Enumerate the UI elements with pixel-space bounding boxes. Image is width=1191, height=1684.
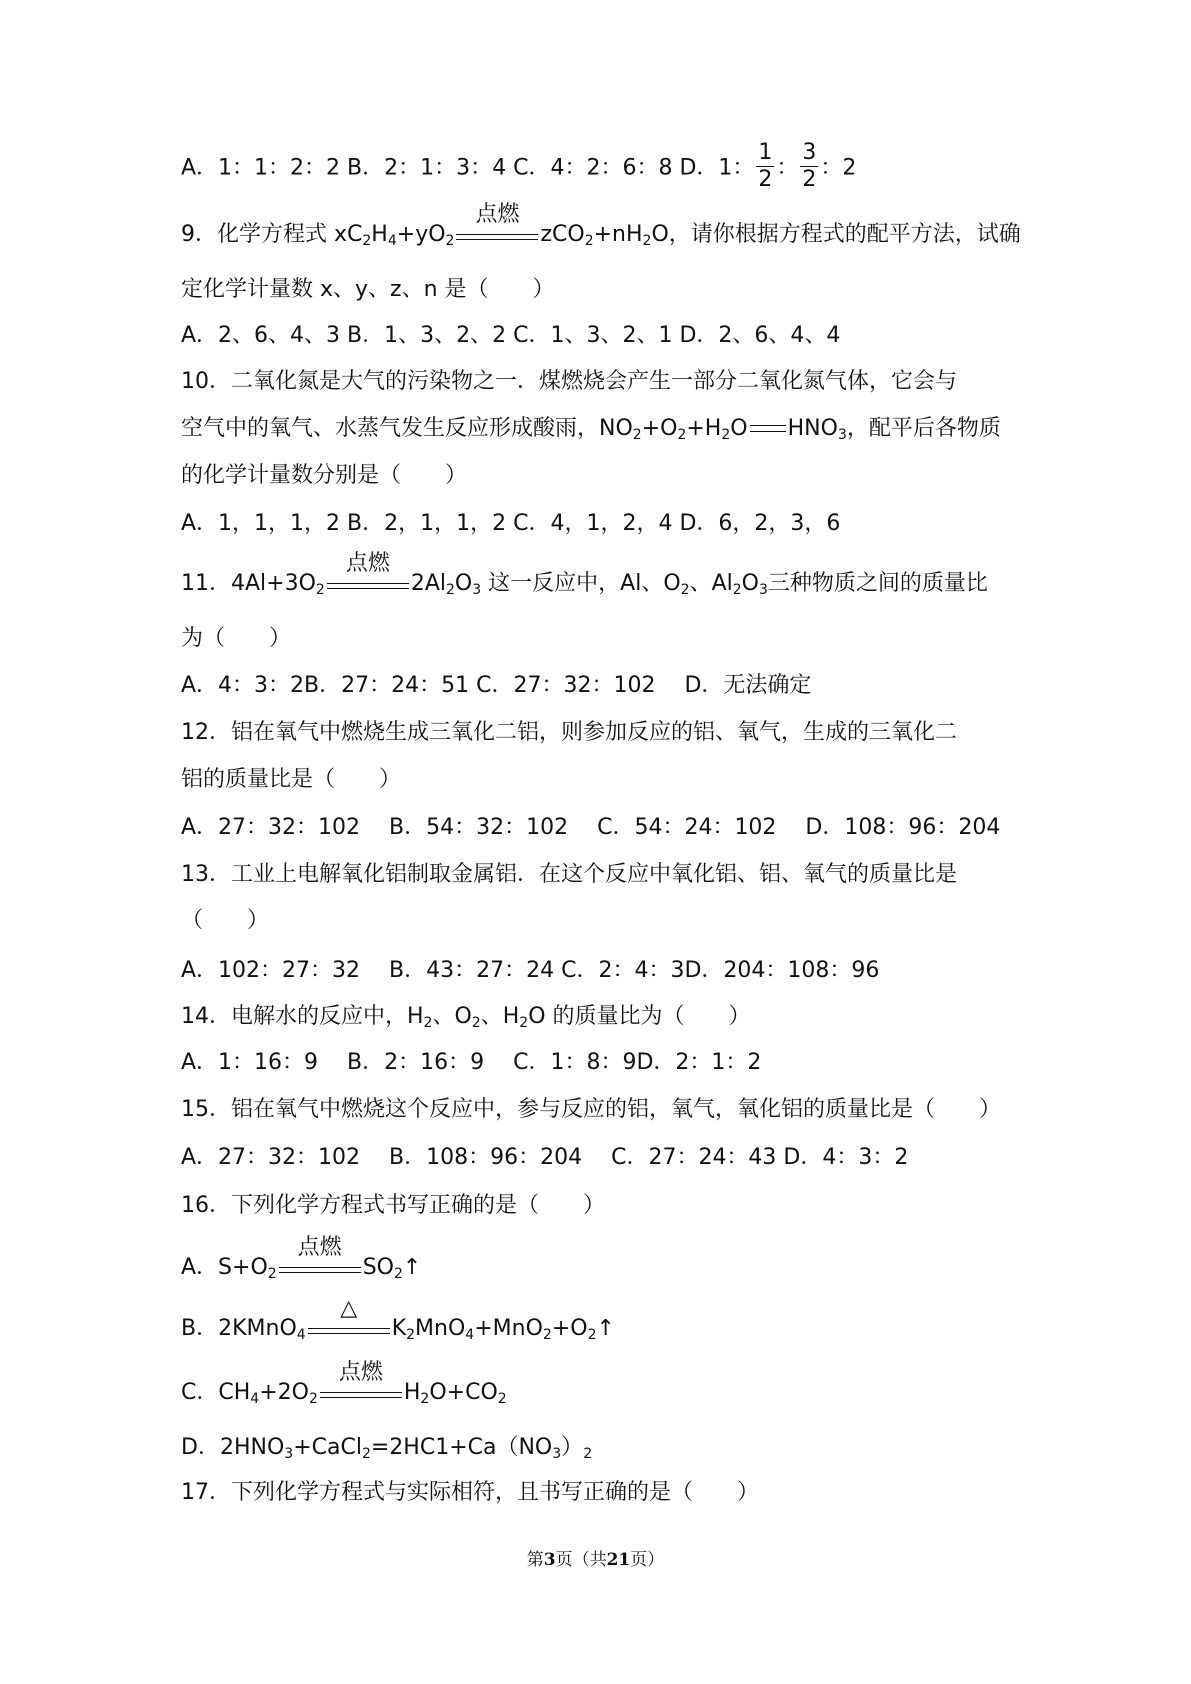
page-number: 3 bbox=[543, 1550, 556, 1570]
q8-fraction-half: $\frac{1}{2}$ bbox=[758, 140, 773, 192]
q8-options: A．1：1：2：2 B．2：1：3：4 C．4：2：6：8 D．1： $\frac{1}{2}$ ： $\frac{3}{2}$ ：2 bbox=[181, 140, 857, 192]
q9-options: A．2、6、4、3 B．1、3、2、2 C．1、3、2、1 D．2、6、4、4 bbox=[181, 323, 841, 348]
q16-option-a: A．$S+O_2$ 点燃 $SO_2↑$ bbox=[181, 1235, 422, 1282]
q16-option-b: B．2KMnO$_4$ △ $K_2MnO_4+MnO_2+O_2↑$ bbox=[181, 1296, 615, 1343]
q8-fraction-three-halves: $\frac{3}{2}$ bbox=[802, 140, 817, 192]
q14-line-1: 14．电解水的反应中，$H_2$、$O_2$、$H_2O$ 的质量比为（ ） bbox=[181, 1004, 751, 1031]
q13-options: A．102：27：32 B．43：27：24 C．2：4：3D．204：108：96 bbox=[181, 958, 880, 983]
q16-option-d: D．$2HNO_3+CaCl_2=2HC1+Ca(NO_3)_2$ bbox=[181, 1435, 593, 1462]
q16-option-c: C．$CH_4+2O_2$ 点燃 $H_2O+CO_2$ bbox=[181, 1360, 507, 1407]
q16-line-1: 16．下列化学方程式书写正确的是（ ） bbox=[181, 1193, 605, 1218]
total-pages: 21 bbox=[606, 1550, 631, 1570]
q12-line-1: 12．铝在氧气中燃烧生成三氧化二铝，则参加反应的铝、氧气，生成的三氧化二 bbox=[181, 720, 957, 745]
q11-line-1: 11．$4Al+3O_2$ 点燃 $2Al_2O_3$ 这一反应中，Al、$O_2$、$Al_2O_3$三种物质之间的质量比 bbox=[181, 551, 988, 598]
q17-line-1: 17．下列化学方程式与实际相符，且书写正确的是（ ） bbox=[181, 1480, 759, 1505]
reaction-condition-ignite: 点燃 bbox=[327, 569, 409, 599]
reaction-condition-heat: △ bbox=[308, 1314, 390, 1344]
q9-line-1: 9．化学方程式 $xC_2H_4+yO_2$ 点燃 $zCO_2+nH_2O$，请你根据方程式的配平方法，试确 bbox=[181, 202, 1021, 249]
q10-line-1: 10．二氧化氮是大气的污染物之一．煤燃烧会产生一部分二氧化氮气体，它会与 bbox=[181, 369, 957, 394]
q11-line-2: 为（ ） bbox=[181, 626, 292, 651]
reaction-condition-ignite: 点燃 bbox=[456, 220, 538, 250]
q10-line-2: 空气中的氧气、水蒸气发生反应形成酸雨，$NO_2+O_2+H_2O$ $HNO_3$，配平后各物质 bbox=[181, 416, 1001, 443]
q13-line-1: 13．工业上电解氧化铝制取金属铝．在这个反应中氧化铝、铝、氧气的质量比是 bbox=[181, 862, 957, 887]
q11-options: A．4：3：2B．27：24：51 C．27：32：102 D．无法确定 bbox=[181, 673, 812, 698]
q12-line-2: 铝的质量比是（ ） bbox=[181, 767, 402, 792]
q12-options: A．27：32：102 B．54：32：102 C．54：24：102 D．108：96：204 bbox=[181, 815, 1001, 840]
q8-options-text: A．1：1：2：2 B．2：1：3：4 C．4：2：6：8 D．1： bbox=[181, 155, 755, 181]
q13-line-2: （ ） bbox=[181, 908, 270, 933]
q10-line-3: 的化学计量数分别是（ ） bbox=[181, 463, 468, 488]
q9-line-2: 定化学计量数 x、y、z、n 是（ ） bbox=[181, 277, 555, 302]
q15-line-1: 15．铝在氧气中燃烧这个反应中，参与反应的铝，氧气，氧化铝的质量比是（ ） bbox=[181, 1097, 1001, 1122]
q14-options: A．1：16：9 B．2：16：9 C．1：8：9D．2：1：2 bbox=[181, 1050, 762, 1075]
q15-options: A．27：32：102 B．108：96：204 C．27：24：43 D．4：3：2 bbox=[181, 1145, 909, 1170]
reaction-condition-ignite: 点燃 bbox=[279, 1253, 361, 1283]
page-footer: 第3页（共21页） bbox=[526, 1550, 665, 1570]
double-equals-sign bbox=[750, 425, 786, 432]
q10-options: A．1，1，1，2 B．2，1，1，2 C．4，1，2，4 D．6，2，3，6 bbox=[181, 511, 841, 536]
reaction-condition-ignite: 点燃 bbox=[320, 1378, 402, 1408]
